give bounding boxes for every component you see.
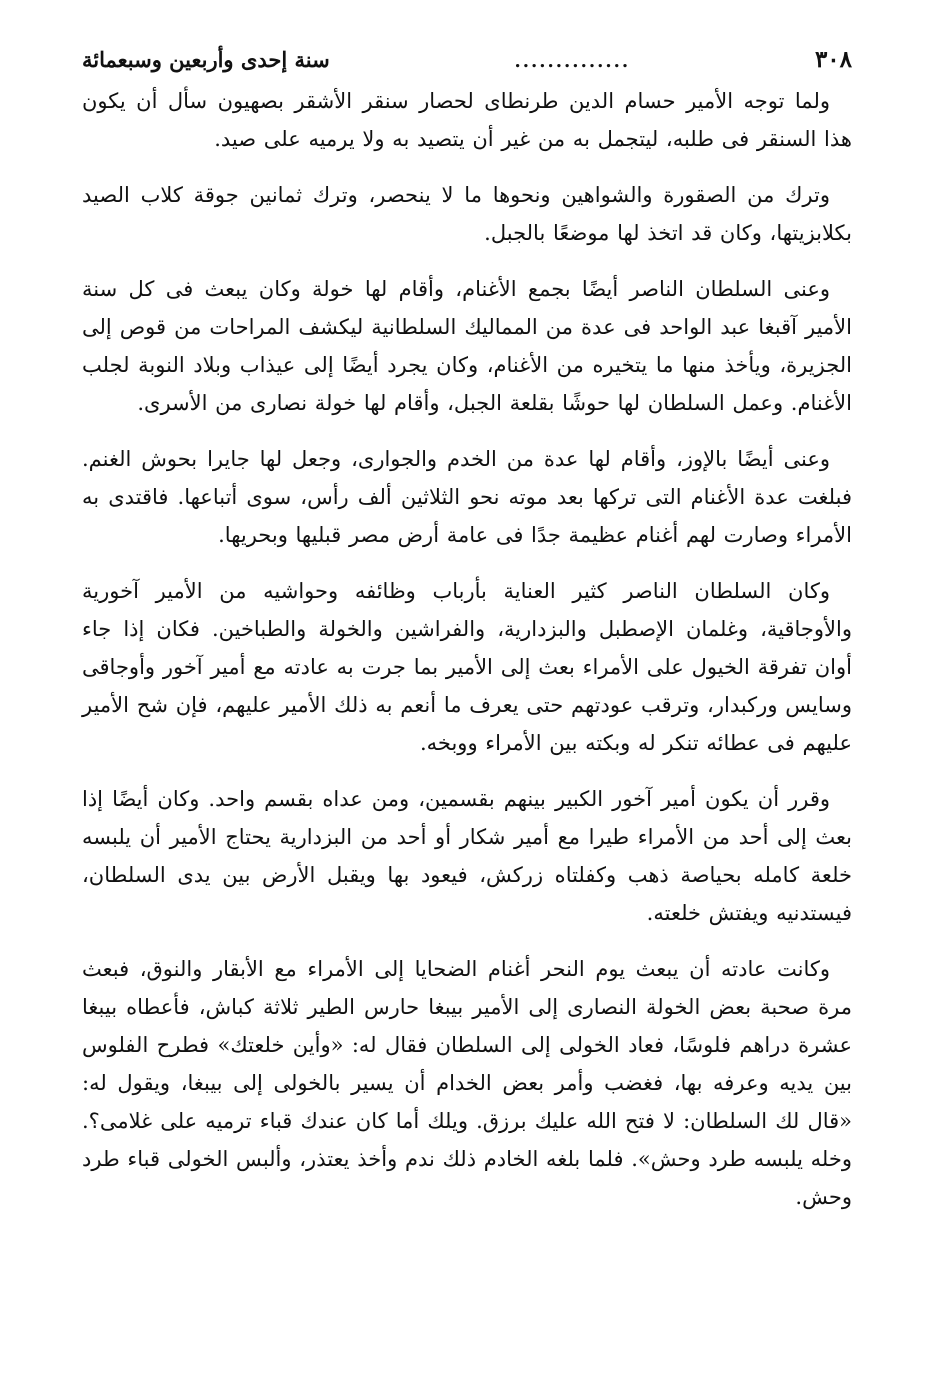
paragraph-5: وكان السلطان الناصر كثير العناية بأرباب وظائفه وحواشيه من الأمير آخورية والأوجاقية، وغلمان الإصطبل والبزدارية، والفراشين والخولة والطباخين. فكان إذا جاء أوان تفرقة الخيول على الأمراء بعث إلى الأمير بما جرت به عادته مع أمير آخور وأوجاقى وسايس وركبدار، وترقب عودتهم حتى يعرف ما أنعم به ذلك الأمير عليهم، فإن شح الأمير عليهم فى عطائه تنكر له وبكته بين الأمراء ووبخه. <box>82 579 852 755</box>
paragraph-3: وعنى السلطان الناصر أيضًا بجمع الأغنام، وأقام لها خولة وكان يبعث فى كل سنة الأمير آقبغا عبد الواحد فى عدة من المماليك السلطانية ليكشف المراحات من قوص إلى الجزيرة، ويأخذ منها ما يتخيره من الأغنام، وكان يجرد أيضًا إلى عيذاب وبلاد النوبة لجلب الأغنام. وعمل السلطان لها حوشًا بقلعة الجبل، وأقام لها خولة نصارى من الأسرى. <box>82 277 852 415</box>
page-header <box>82 40 852 80</box>
page-body <box>82 82 852 1216</box>
paragraph-1: ولما توجه الأمير حسام الدين طرنطاى لحصار سنقر الأشقر بصهيون سأل أن يكون هذا السنقر فى طلبه، ليتجمل به من غير أن يتصيد به ولا يرميه على صيد. <box>82 89 852 151</box>
paragraph-6: وقرر أن يكون أمير آخور الكبير بينهم بقسمين، ومن عداه بقسم واحد. وكان أيضًا إذا بعث إلى أحد من الأمراء طيرا مع أمير شكار أو أحد من البزدارية يحتاج الأمير أن يلبسه خلعة كامله بحياصة ذهب وكفلتاه زركش، فيعود بها ويقبل الأرض بين يدى السلطان، فيستدنيه ويفتش خلعته. <box>82 787 852 925</box>
header-dot-leader: .............. <box>514 51 631 72</box>
header-title: سنة إحدى وأربعين وسبعمائة <box>82 47 330 72</box>
page-number: ٣٠٨ <box>814 46 852 73</box>
paragraph-7: وكانت عادته أن يبعث يوم النحر أغنام الضحايا إلى الأمراء مع الأبقار والنوق، فبعث مرة صحبة بعض الخولة النصارى إلى الأمير بيبغا حارس الطير ثلاثة كباش، فأعطاه بيبغا عشرة دراهم فلوسًا، فعاد الخولى إلى السلطان فقال له: «وأين خلعتك» فطرح الفلوس بين يديه وعرفه بها، فغضب وأمر بعض الخدام أن يسير بالخولى إلى بيبغا، ويقول له: «قال لك السلطان: لا فتح الله عليك برزق. ويلك أما كان عندك قباء ترميه على غلامى؟. وخله يلبسه طرد وحش». فلما بلغه الخادم ذلك ندم وأخذ يعتذر، وألبس الخولى قباء طرد وحش. <box>82 957 852 1209</box>
paragraph-2: وترك من الصقورة والشواهين ونحوها ما لا ينحصر، وترك ثمانين جوقة كلاب الصيد بكلابزيتها، وكان قد اتخذ لها موضعًا بالجبل. <box>82 183 852 245</box>
paragraph-4: وعنى أيضًا بالإوز، وأقام لها عدة من الخدم والجوارى، وجعل لها جايرا بحوش الغنم. فبلغت عدة الأغنام التى تركها بعد موته نحو الثلاثين ألف رأس، سوى أتباعها. فاقتدى به الأمراء وصارت لهم أغنام عظيمة جدًا فى عامة أرض مصر قبليها وبحريها. <box>82 447 852 547</box>
book-page <box>82 40 852 1340</box>
